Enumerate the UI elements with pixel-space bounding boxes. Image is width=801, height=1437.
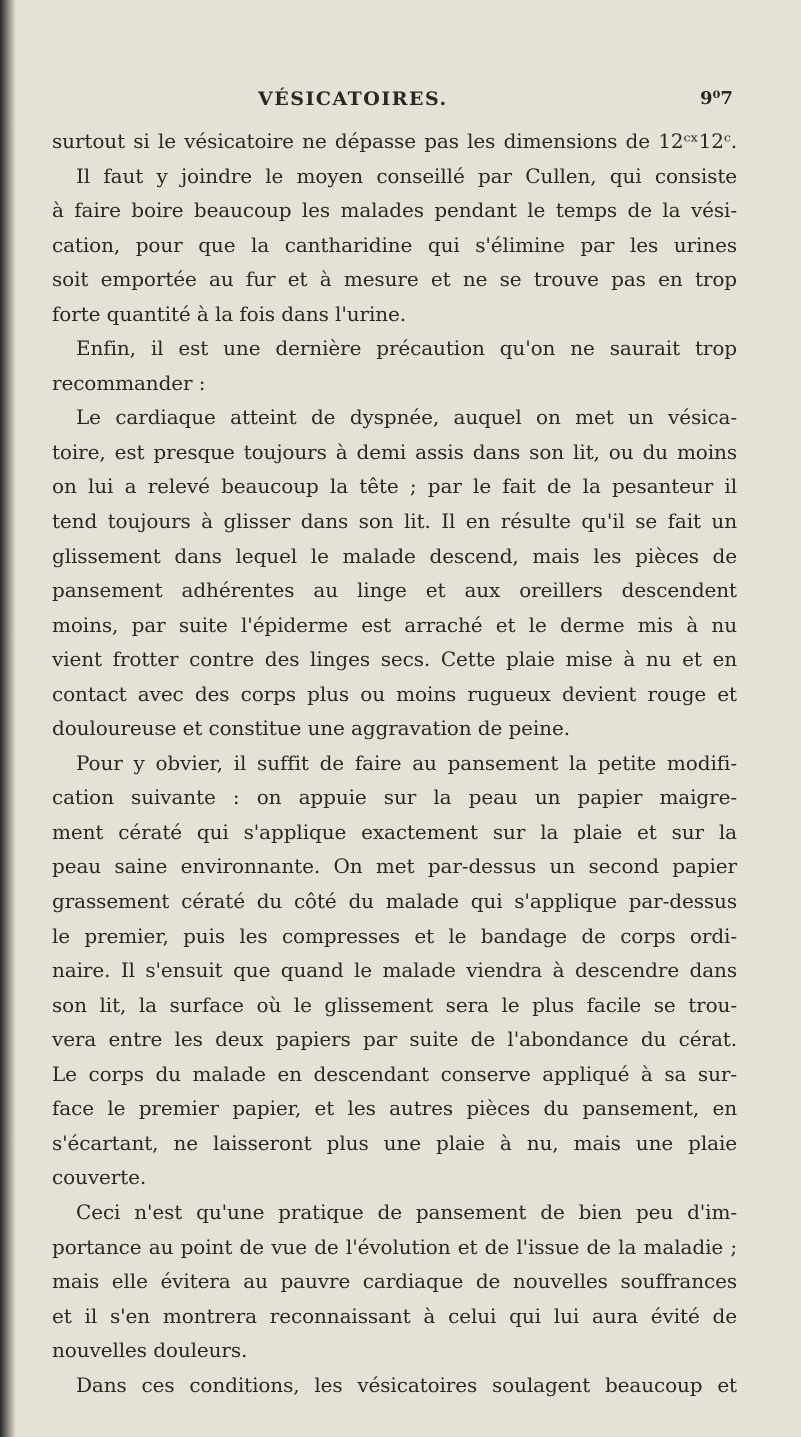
text-line: et il s'en montrera reconnaissant à celui qui lui aura évité de	[52, 1303, 737, 1328]
text-line: le premier, puis les compresses et le bandage de corps ordi-	[52, 923, 737, 948]
text-line: Le cardiaque atteint de dyspnée, auquel on met un vésica-	[76, 405, 737, 430]
text-line: grassement cératé du côté du malade qui s'applique par-dessus	[52, 889, 737, 914]
text-line: Pour y obvier, il suffit de faire au pansement la petite modifi-	[76, 750, 737, 775]
text-line: mais elle évitera au pauvre cardiaque de nouvelles souffrances	[52, 1269, 737, 1294]
text-line: pansement adhérentes au linge et aux oreillers descendent	[52, 578, 737, 603]
running-title: VÉSICATOIRES.	[258, 88, 448, 110]
text-line: cation suivante : on appuie sur la peau un papier maigre-	[52, 785, 737, 810]
text-line: cation, pour que la cantharidine qui s'élimine par les urines	[52, 232, 737, 257]
text-line: nouvelles douleurs.	[52, 1338, 248, 1363]
text-line: surtout si le vésicatoire ne dépasse pas les dimensions de 12ᶜˣ12ᶜ.	[52, 129, 737, 153]
text-line: glissement dans lequel le malade descend, mais les pièces de	[52, 543, 737, 568]
text-line: couverte.	[52, 1165, 147, 1190]
text-line: Enfin, il est une dernière précaution qu'on ne saurait trop	[76, 336, 737, 361]
text-line: peau saine environnante. On met par-dessus un second papier	[52, 854, 737, 879]
text-line: contact avec des corps plus ou moins rugueux devient rouge et	[52, 681, 737, 706]
text-line: Il faut y joindre le moyen conseillé par Cullen, qui consiste	[76, 163, 737, 188]
text-line: toire, est presque toujours à demi assis dans son lit, ou du moins	[52, 439, 737, 464]
text-line: moins, par suite l'épiderme est arraché et le derme mis à nu	[52, 612, 737, 637]
text-line: vera entre les deux papiers par suite de l'abondance du cérat.	[52, 1027, 737, 1052]
page-number: 9⁰7	[700, 88, 733, 109]
text-line: on lui a relevé beaucoup la tête ; par le fait de la pesanteur il	[52, 474, 737, 499]
text-line: ment cératé qui s'applique exactement sur la plaie et sur la	[52, 819, 737, 844]
text-line: recommander :	[52, 370, 206, 395]
text-line: portance au point de vue de l'évolution et de l'issue de la maladie ;	[52, 1234, 737, 1259]
text-line: s'écartant, ne laisseront plus une plaie à nu, mais une plaie	[52, 1130, 737, 1155]
text-line: naire. Il s'ensuit que quand le malade viendra à descendre dans	[52, 958, 737, 983]
body-text	[52, 124, 737, 1402]
text-line: à faire boire beaucoup les malades pendant le temps de la vési-	[52, 198, 737, 223]
text-line: tend toujours à glisser dans son lit. Il en résulte qu'il se fait un	[52, 509, 737, 534]
text-line: son lit, la surface où le glissement sera le plus facile se trou-	[52, 992, 737, 1017]
text-line: forte quantité à la fois dans l'urine.	[52, 301, 407, 326]
text-line: Dans ces conditions, les vésicatoires soulagent beaucoup et	[76, 1372, 737, 1397]
text-line: Ceci n'est qu'une pratique de pansement de bien peu d'im-	[76, 1199, 737, 1224]
page-header	[0, 88, 801, 118]
text-line: soit emportée au fur et à mesure et ne se trouve pas en trop	[52, 267, 737, 292]
text-line: vient frotter contre des linges secs. Cette plaie mise à nu et en	[52, 647, 737, 672]
text-line: face le premier papier, et les autres pièces du pansement, en	[52, 1096, 737, 1121]
text-line: Le corps du malade en descendant conserve appliqué à sa sur-	[52, 1061, 737, 1086]
text-line: douloureuse et constitue une aggravation de peine.	[52, 716, 570, 741]
